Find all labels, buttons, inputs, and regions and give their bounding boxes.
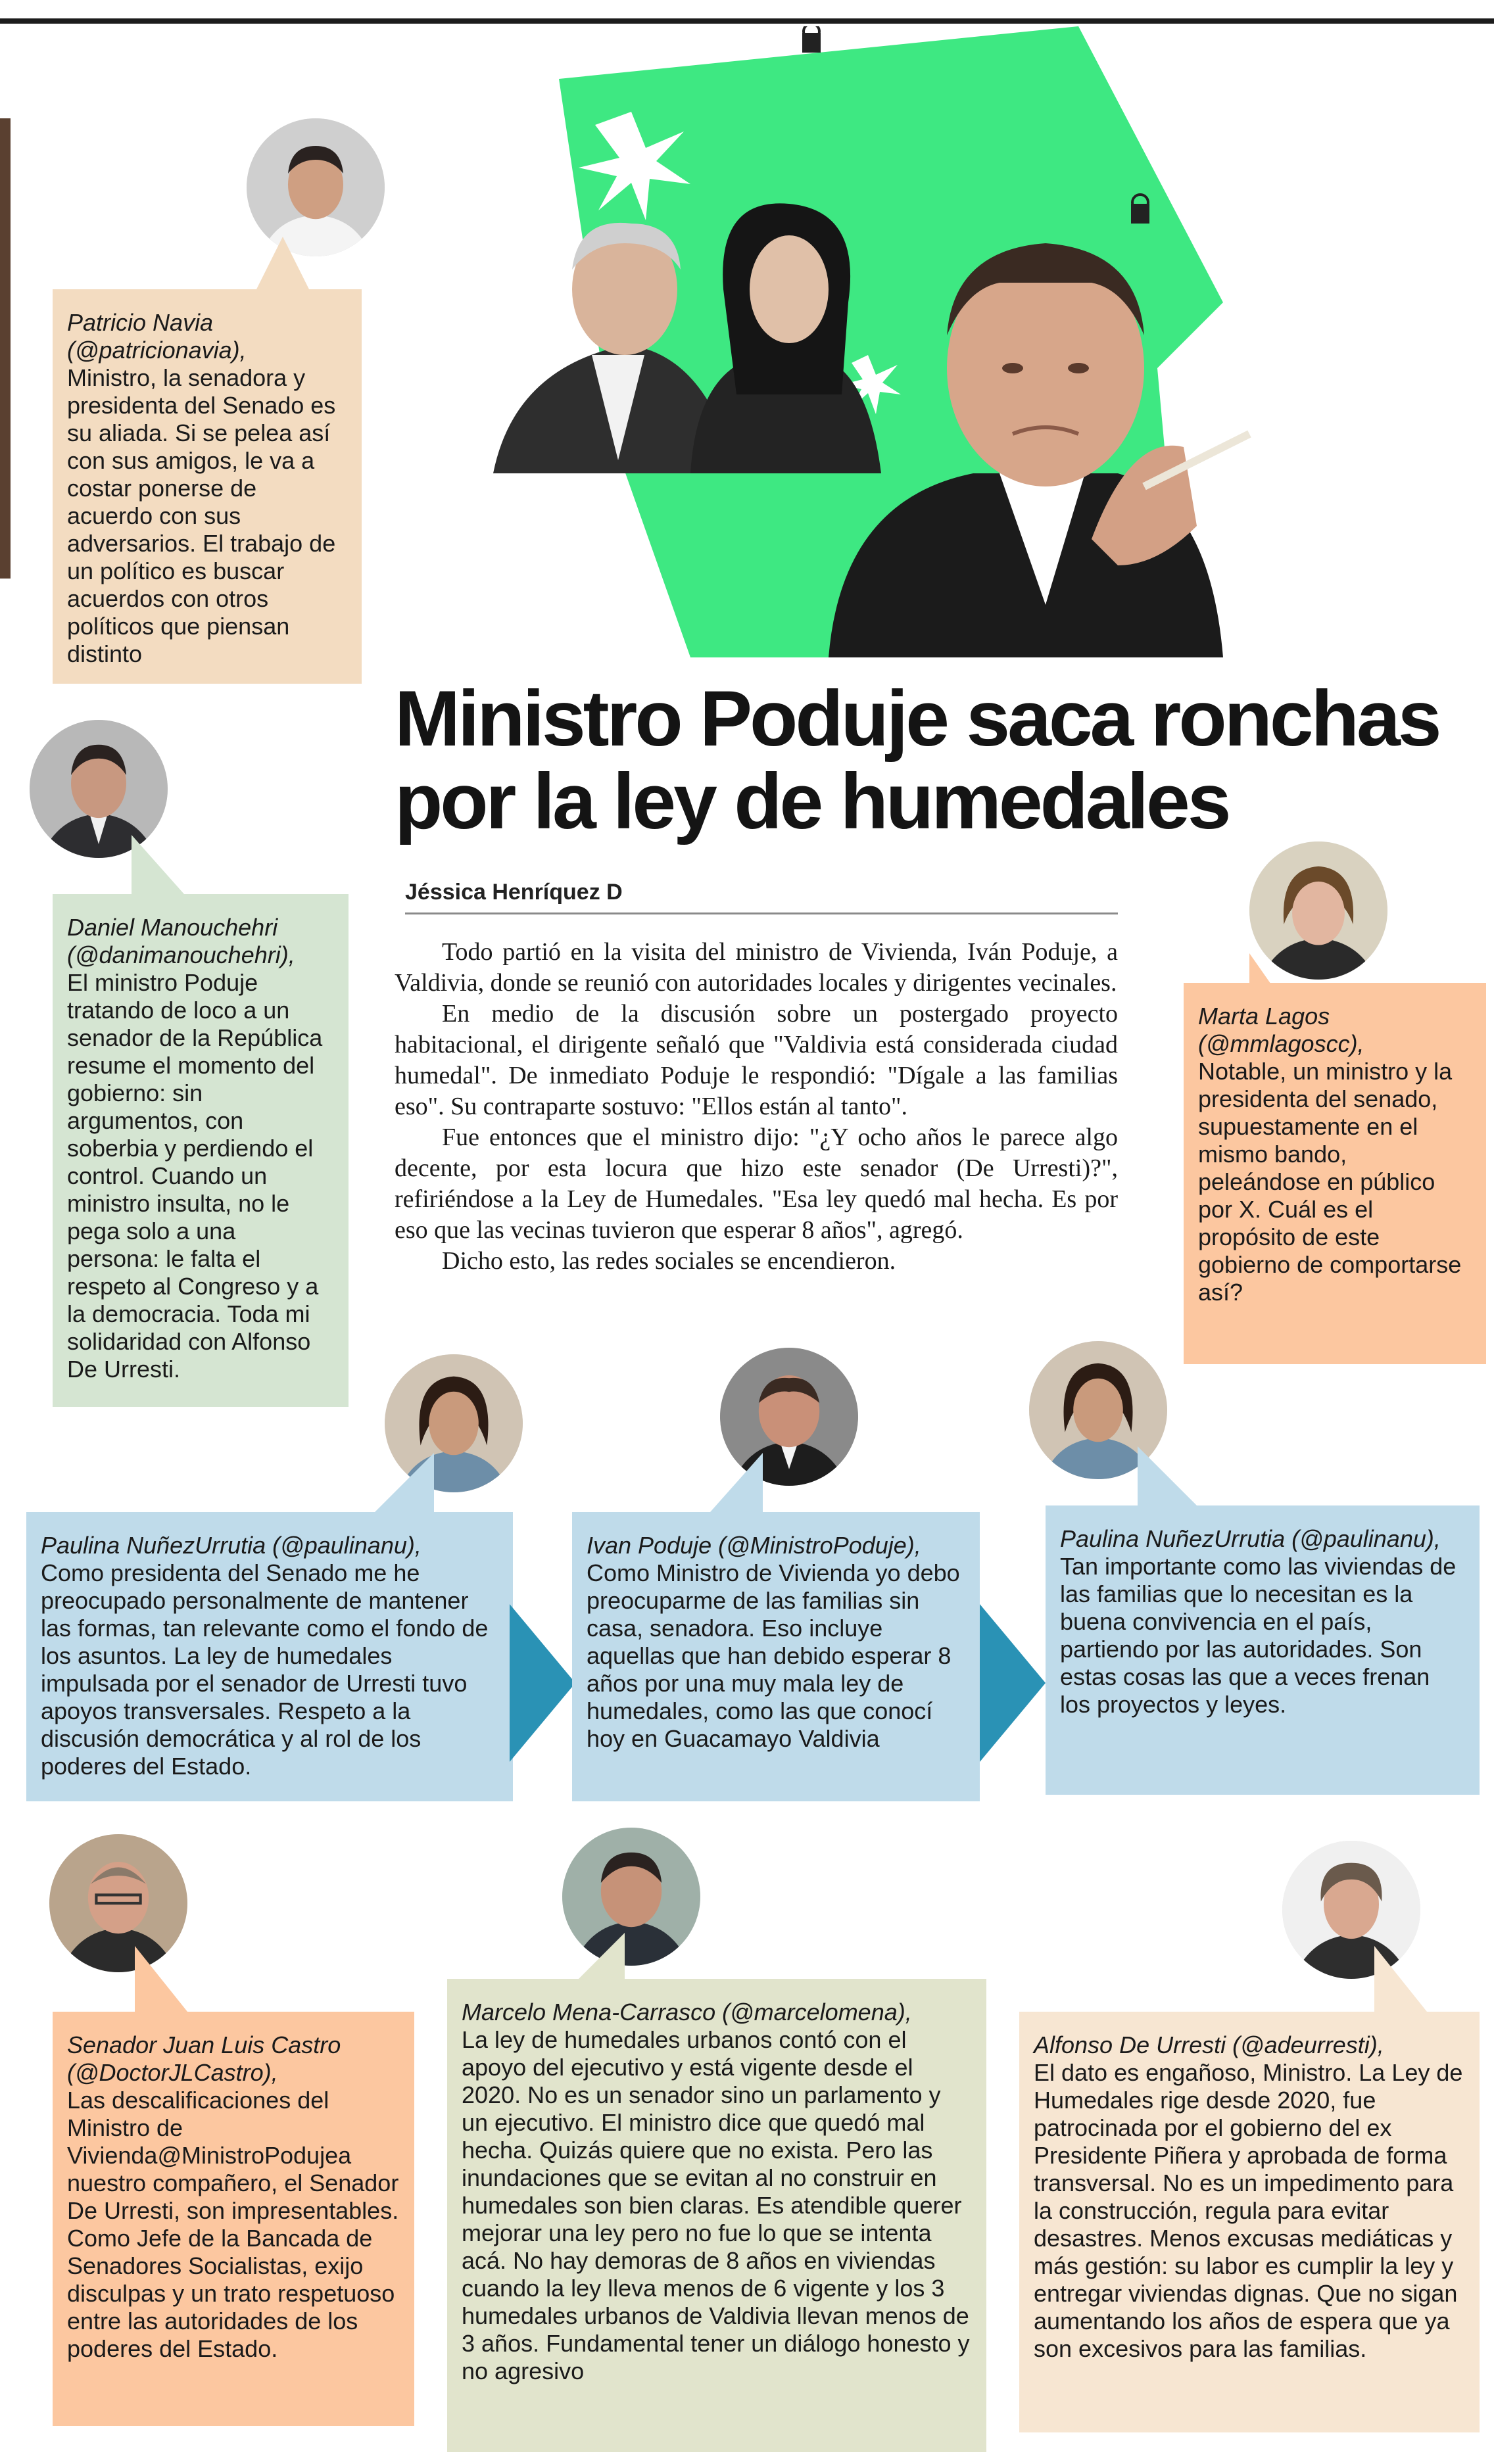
post-text: La ley de humedales urbanos contó con el apoyo del ejecutivo y está vigente desde el 2020. No es un senador sino un parlamento y un ejecutivo. El ministro dice que quedó mal hecha. Quizás quiere que no exista. Pero las inundaciones que se evitan al no construir en humedales son bien claras. Es atendible querer mejorar una ley pero no fue lo que se intenta acá. No hay demoras de 8 años en viviendas cuando la ley lleva menos de 6 vigente y los 3 humedales urbanos de Valdivia llevan menos de 3 años. Fundamental tener un diálogo honesto y no agresivo bbox=[462, 2026, 970, 2384]
speech-tail bbox=[1138, 1446, 1197, 1505]
headline bbox=[395, 677, 1473, 843]
article-paragraph: Fue entonces que el ministro dijo: "¿Y ocho años le parece algo decente, por esta locura que hizo este senador (De Urresti)?", refiriéndose a la Ley de Humedales. "Esa ley quedó mal hecha. Es por eso que las vecinas tuvieron que esperar 8 años", agregó. bbox=[395, 1124, 1118, 1244]
post-card-marta-lagos bbox=[1184, 983, 1486, 1364]
post-card-ivan-poduje bbox=[572, 1512, 980, 1801]
adjacent-page-edge bbox=[0, 118, 11, 579]
post-card-patricio-navia bbox=[53, 289, 362, 684]
top-rule bbox=[0, 18, 1494, 24]
speech-tail bbox=[1374, 1946, 1427, 2012]
post-text: Ministro, la senadora y presidenta del Senado es su aliada. Si se pelea así con sus amigos, le va a costar ponerse de acuerdo con sus adversarios. El trabajo de un político es buscar acuerdos con otros políticos que piensan distinto bbox=[67, 364, 336, 667]
byline: Jéssica Henríquez D bbox=[405, 880, 623, 905]
post-card-paulina-nunez-1 bbox=[26, 1512, 513, 1801]
post-author: Senador Juan Luis Castro (@DoctorJLCastro), bbox=[67, 2031, 341, 2086]
article-paragraph: En medio de la discusión sobre un postergado proyecto habitacional, el dirigente señaló que "Valdivia está considerada ciudad humedal". De inmediato Poduje le respondió: "Dígale a las familias eso". Su contraparte sostuvo: "Ellos están al tanto". bbox=[395, 1000, 1118, 1120]
headline-line-2: por la ley de humedales bbox=[395, 757, 1229, 845]
post-text: Tan importante como las viviendas de las familias que lo necesitan es la buena convivencia en el país, partiendo por las autoridades. Son estas cosas las que a veces frenan los proyectos y leyes. bbox=[1060, 1553, 1457, 1718]
speech-tail bbox=[256, 237, 309, 289]
binder-clip-icon bbox=[802, 26, 821, 53]
speech-tail bbox=[710, 1453, 763, 1512]
post-card-daniel-manouchehri bbox=[53, 894, 349, 1407]
avatar-patricio-navia bbox=[247, 118, 385, 256]
post-author: Marcelo Mena-Carrasco (@marcelomena), bbox=[462, 1999, 912, 2026]
post-author: Ivan Poduje (@MinistroPoduje), bbox=[587, 1532, 921, 1559]
post-text: El ministro Poduje tratando de loco a un senador de la República resume el momento del gobierno: sin argumentos, con soberbia y perdiendo el control. Cuando un ministro insulta, no le pega solo a una persona: le falta el respeto al Congreso y a la democracia. Toda mi solidaridad con Alfonso De Urresti. bbox=[67, 969, 323, 1383]
post-card-alfonso-de-urresti bbox=[1019, 2012, 1480, 2432]
byline-rule bbox=[405, 912, 1118, 914]
flow-arrow-icon bbox=[510, 1604, 575, 1762]
article-body bbox=[395, 937, 1118, 1277]
post-author: Patricio Navia (@patricionavia), bbox=[67, 309, 247, 364]
post-author: Alfonso De Urresti (@adeurresti), bbox=[1034, 2031, 1384, 2058]
speech-tail bbox=[572, 1933, 625, 1985]
post-text: Como presidenta del Senado me he preocupado personalmente de mantener las formas, tan relevante como el fondo de los asuntos. La ley de humedales impulsada por el senador de Urresti tuvo apoyos transversales. Respeto a la discusión democrática y al rol de los poderes del Estado. bbox=[41, 1559, 489, 1780]
speech-tail bbox=[135, 1946, 187, 2012]
speech-tail bbox=[132, 835, 184, 894]
post-author: Daniel Manouchehri (@danimanouchehri), bbox=[67, 914, 295, 968]
headline-line-1: Ministro Poduje saca ronchas bbox=[395, 675, 1439, 763]
post-text: Como Ministro de Vivienda yo debo preocuparme de las familias sin casa, senadora. Eso incluye aquellas que han debido esperar 8 años por una muy mala ley de humedales, como las que conocí hoy en Guacamayo Valdivia bbox=[587, 1559, 960, 1752]
speech-tail bbox=[368, 1453, 434, 1519]
post-card-paulina-nunez-2 bbox=[1046, 1505, 1480, 1795]
post-author: Paulina NuñezUrrutia (@paulinanu), bbox=[1060, 1525, 1441, 1552]
article-paragraph: Dicho esto, las redes sociales se encendieron. bbox=[442, 1247, 896, 1275]
post-text: Las descalificaciones del Ministro de Vivienda@MinistroPodujea nuestro compañero, el Senador De Urresti, son impresentables. Como Jefe de la Bancada de Senadores Socialistas, exijo disculpas y un trato respetuoso entre las autoridades de los poderes del Estado. bbox=[67, 2087, 399, 2362]
post-text: El dato es engañoso, Ministro. La Ley de Humedales rige desde 2020, fue patrocinada por el gobierno del ex Presidente Piñera y aprobada de forma transversal. No es un impedimento para la construcción, regula para evitar desastres. Menos excusas mediáticas y más gestión: su labor es cumplir la ley y entregar viviendas dignas. Que no sigan aumentando los años de espera que ya son excesivos para las familias. bbox=[1034, 2059, 1463, 2362]
post-text: Notable, un ministro y la presidenta del senado, supuestamente en el mismo bando, peleándose en público por X. Cuál es el propósito de este gobierno de comportarse así? bbox=[1198, 1058, 1462, 1306]
post-author: Paulina NuñezUrrutia (@paulinanu), bbox=[41, 1532, 422, 1559]
flow-arrow-icon bbox=[980, 1604, 1046, 1762]
post-card-marcelo-mena bbox=[447, 1979, 986, 2452]
lead-photo-collage bbox=[473, 26, 1341, 657]
post-author: Marta Lagos (@mmlagoscc), bbox=[1198, 1003, 1364, 1057]
article-paragraph: Todo partió en la visita del ministro de Vivienda, Iván Poduje, a Valdivia, donde se reunió con autoridades locales y dirigentes vecinales. bbox=[395, 938, 1118, 997]
post-card-juan-luis-castro bbox=[53, 2012, 414, 2426]
